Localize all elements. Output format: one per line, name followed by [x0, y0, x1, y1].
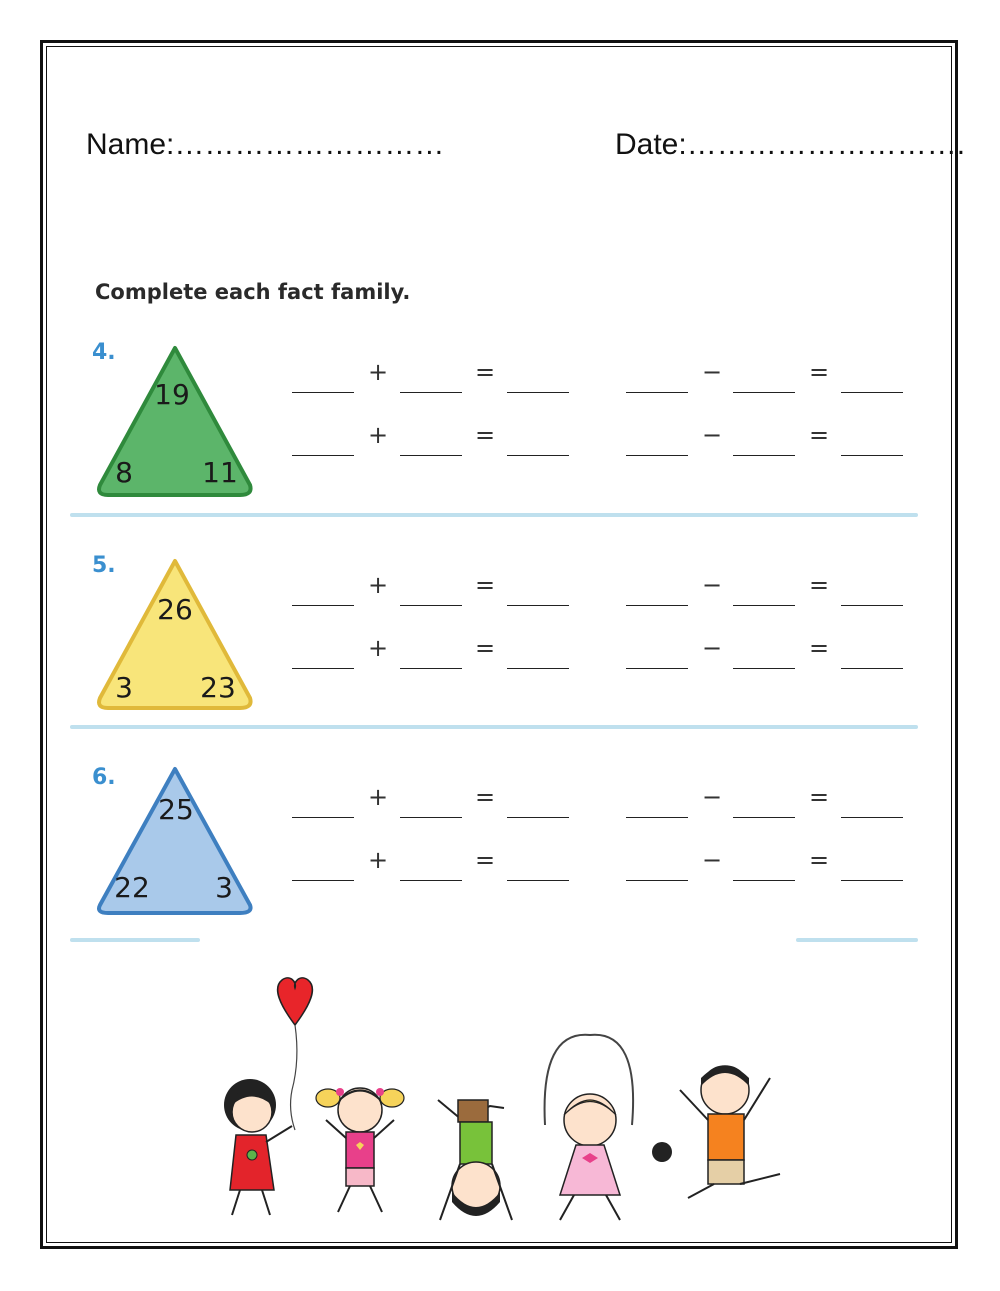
answer-blank[interactable]	[400, 605, 462, 606]
minus-sign: −	[702, 783, 723, 811]
equals-sign: =	[475, 358, 496, 386]
jump-rope-girl-icon	[545, 1035, 634, 1220]
answer-blank[interactable]	[841, 392, 903, 393]
answer-blank[interactable]	[733, 455, 795, 456]
pigtail-girl-icon	[316, 1088, 404, 1212]
equals-sign: =	[809, 783, 830, 811]
triangle-left-number: 8	[115, 456, 133, 489]
answer-blank[interactable]	[733, 880, 795, 881]
answer-blank[interactable]	[292, 455, 354, 456]
minus-sign: −	[702, 846, 723, 874]
addition-row-1	[290, 783, 920, 827]
problem-number: 6.	[92, 765, 116, 790]
plus-sign: +	[368, 634, 389, 662]
addition-row-2	[290, 421, 920, 465]
answer-blank[interactable]	[733, 392, 795, 393]
answer-blank[interactable]	[626, 817, 688, 818]
equals-sign: =	[809, 571, 830, 599]
balloon-girl-icon	[224, 978, 312, 1215]
equals-sign: =	[475, 634, 496, 662]
equals-sign: =	[809, 634, 830, 662]
answer-blank[interactable]	[507, 817, 569, 818]
triangle-right-number: 3	[215, 871, 233, 904]
equals-sign: =	[809, 421, 830, 449]
triangle-top-number: 19	[154, 378, 190, 411]
answer-blank[interactable]	[400, 817, 462, 818]
answer-blank[interactable]	[841, 605, 903, 606]
answer-blank[interactable]	[400, 392, 462, 393]
plus-sign: +	[368, 421, 389, 449]
handstand-boy-icon	[438, 1100, 512, 1220]
plus-sign: +	[368, 783, 389, 811]
triangle-top-number: 26	[157, 593, 193, 626]
triangle-left-number: 22	[114, 871, 150, 904]
answer-blank[interactable]	[841, 817, 903, 818]
triangle-left-number: 3	[115, 671, 133, 704]
answer-blank[interactable]	[841, 880, 903, 881]
answer-blank[interactable]	[292, 880, 354, 881]
number-triangle	[90, 553, 260, 713]
answer-blank[interactable]	[292, 392, 354, 393]
minus-sign: −	[702, 571, 723, 599]
triangle-right-number: 23	[200, 671, 236, 704]
answer-blank[interactable]	[626, 392, 688, 393]
section-divider	[70, 511, 918, 519]
plus-sign: +	[368, 846, 389, 874]
answer-blank[interactable]	[626, 668, 688, 669]
problem-number: 5.	[92, 553, 116, 578]
number-triangle	[90, 765, 260, 925]
answer-blank[interactable]	[400, 668, 462, 669]
addition-row-1	[290, 571, 920, 615]
answer-blank[interactable]	[733, 605, 795, 606]
answer-blank[interactable]	[507, 880, 569, 881]
answer-blank[interactable]	[626, 455, 688, 456]
answer-blank[interactable]	[507, 392, 569, 393]
answer-blank[interactable]	[841, 668, 903, 669]
answer-blank[interactable]	[292, 605, 354, 606]
answer-blank[interactable]	[507, 668, 569, 669]
equals-sign: =	[475, 846, 496, 874]
answer-blank[interactable]	[841, 455, 903, 456]
soccer-boy-icon	[652, 1066, 780, 1198]
triangle-right-number: 11	[202, 456, 238, 489]
section-divider	[70, 723, 918, 731]
addition-row-2	[290, 634, 920, 678]
answer-blank[interactable]	[400, 455, 462, 456]
answer-blank[interactable]	[400, 880, 462, 881]
minus-sign: −	[702, 634, 723, 662]
answer-blank[interactable]	[733, 668, 795, 669]
kids-illustration	[200, 930, 800, 1230]
answer-blank[interactable]	[733, 817, 795, 818]
answer-blank[interactable]	[507, 455, 569, 456]
minus-sign: −	[702, 421, 723, 449]
equals-sign: =	[475, 571, 496, 599]
equals-sign: =	[475, 783, 496, 811]
answer-blank[interactable]	[507, 605, 569, 606]
addition-row-1	[290, 358, 920, 402]
date-field[interactable]: Date:……………………….	[615, 128, 966, 161]
number-triangle	[90, 340, 260, 500]
name-field[interactable]: Name:………………………	[86, 128, 445, 161]
triangle-top-number: 25	[158, 793, 194, 826]
fact-family-4	[70, 340, 920, 540]
plus-sign: +	[368, 358, 389, 386]
equals-sign: =	[809, 358, 830, 386]
answer-blank[interactable]	[626, 605, 688, 606]
problem-number: 4.	[92, 340, 116, 365]
minus-sign: −	[702, 358, 723, 386]
equals-sign: =	[809, 846, 830, 874]
equals-sign: =	[475, 421, 496, 449]
addition-row-2	[290, 846, 920, 890]
answer-blank[interactable]	[292, 817, 354, 818]
plus-sign: +	[368, 571, 389, 599]
answer-blank[interactable]	[626, 880, 688, 881]
instructions: Complete each fact family.	[95, 280, 411, 304]
answer-blank[interactable]	[292, 668, 354, 669]
